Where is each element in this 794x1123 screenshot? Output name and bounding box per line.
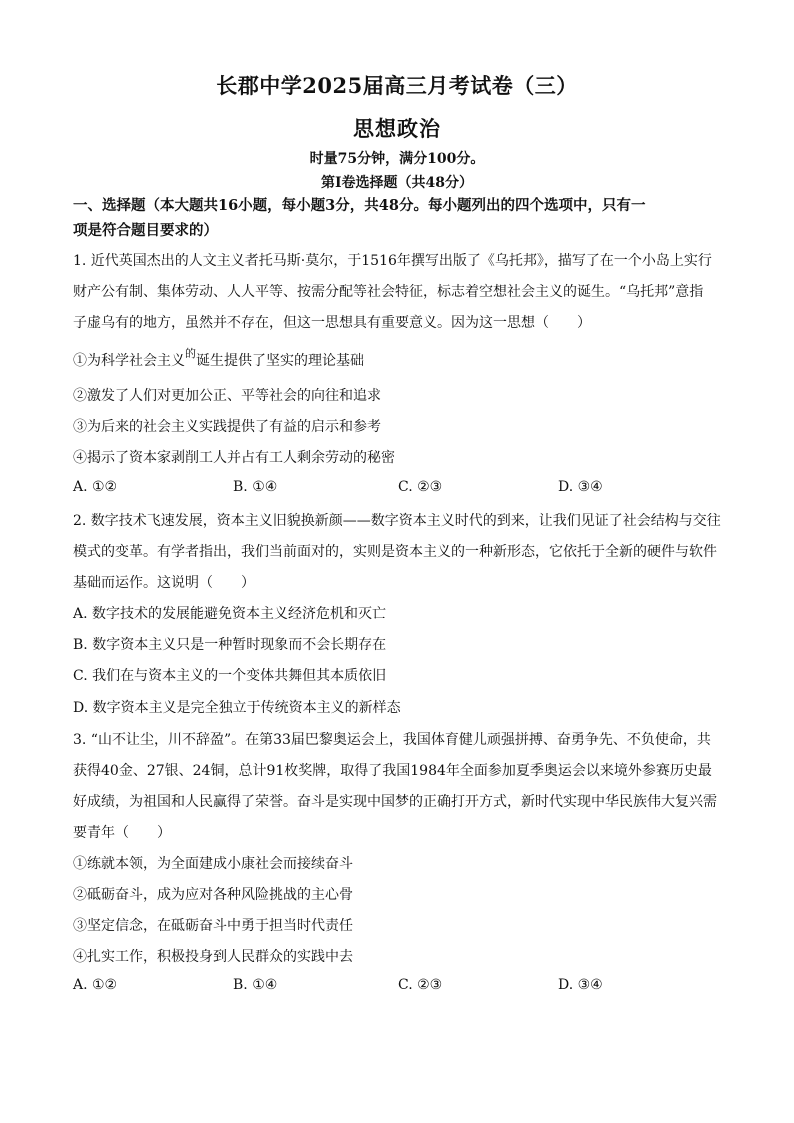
q1-option-c: C. ②③ bbox=[398, 479, 443, 495]
q3-stem-line-2: 获得40金、27银、24铜，总计91枚奖牌，取得了我国1984年全面参加夏季奥运会以来境外参赛历史最 bbox=[73, 763, 712, 779]
q1-statement-3: ③为后来的社会主义实践提供了有益的启示和参考 bbox=[73, 419, 381, 435]
q2-option-b: B. 数字资本主义只是一种暂时现象而不会长期存在 bbox=[73, 637, 387, 653]
q3-stem-line-1: 3. “山不让尘，川不辞盈”。在第33届巴黎奥运会上，我国体育健儿顽强拼搏、奋勇争先、不负使命，共 bbox=[73, 732, 711, 748]
q2-stem-line-1: 2. 数字技术飞速发展，资本主义旧貌换新颜——数字资本主义时代的到来，让我们见证了社会结构与交往 bbox=[73, 513, 721, 529]
q2-stem-line-3: 基础而运作。这说明（ ） bbox=[73, 575, 255, 591]
q3-statement-4: ④扎实工作，积极投身到人民群众的实践中去 bbox=[73, 949, 353, 965]
q3-statement-1: ①练就本领，为全面建成小康社会而接续奋斗 bbox=[73, 856, 353, 872]
part-title: 第Ⅰ卷选择题（共48分） bbox=[320, 175, 474, 191]
q1-statement-1-superscript: 的 bbox=[185, 347, 196, 360]
q2-option-a: A. 数字技术的发展能避免资本主义经济危机和灭亡 bbox=[73, 606, 387, 622]
q1-stem-line-1: 1. 近代英国杰出的人文主义者托马斯·莫尔，于1516年撰写出版了《乌托邦》，描写了在一个小岛上实行 bbox=[73, 253, 712, 269]
q3-statement-2: ②砥砺奋斗，成为应对各种风险挑战的主心骨 bbox=[73, 887, 353, 903]
section-heading-line-2: 项是符合题目要求的） bbox=[73, 222, 218, 239]
q3-option-b: B. ①④ bbox=[233, 977, 278, 993]
exam-title: 长郡中学2025届高三月考试卷（三） bbox=[216, 73, 578, 98]
q1-statement-1-part-b: 诞生提供了坚实的理论基础 bbox=[196, 353, 364, 369]
q1-option-a: A. ①② bbox=[73, 479, 118, 495]
subject-title: 思想政治 bbox=[353, 116, 441, 141]
q2-option-d: D. 数字资本主义是完全独立于传统资本主义的新样态 bbox=[73, 700, 401, 716]
q1-statement-1 bbox=[73, 347, 364, 370]
q2-stem-line-2: 模式的变革。有学者指出，我们当前面对的，实则是资本主义的一种新形态，它依托于全新的硬件与软件 bbox=[73, 544, 717, 560]
q3-option-c: C. ②③ bbox=[398, 977, 443, 993]
q3-statement-3: ③坚定信念，在砥砺奋斗中勇于担当时代责任 bbox=[73, 918, 353, 934]
q3-stem-line-3: 好成绩，为祖国和人民赢得了荣誉。奋斗是实现中国梦的正确打开方式，新时代实现中华民族伟大复兴需 bbox=[73, 794, 717, 810]
q3-option-d: D. ③④ bbox=[558, 977, 603, 993]
q1-stem-line-3: 子虚乌有的地方，虽然并不存在，但这一思想具有重要意义。因为这一思想（ ） bbox=[73, 315, 591, 331]
q2-option-c: C. 我们在与资本主义的一个变体共舞但其本质依旧 bbox=[73, 668, 387, 684]
q1-statement-1-part-a: ①为科学社会主义 bbox=[73, 353, 185, 369]
q1-stem-line-2: 财产公有制、集体劳动、人人平等、按需分配等社会特征，标志着空想社会主义的诞生。“乌托邦”意指 bbox=[73, 284, 704, 300]
section-heading-line-1: 一、选择题（本大题共16小题，每小题3分，共48分。每小题列出的四个选项中，只有一 bbox=[73, 197, 646, 214]
q1-statement-4: ④揭示了资本家剥削工人并占有工人剩余劳动的秘密 bbox=[73, 450, 395, 466]
q1-option-b: B. ①④ bbox=[233, 479, 278, 495]
q1-option-d: D. ③④ bbox=[558, 479, 603, 495]
time-info: 时量75分钟，满分100分。 bbox=[309, 151, 485, 167]
q1-statement-2: ②激发了人们对更加公正、平等社会的向往和追求 bbox=[73, 388, 381, 404]
q3-stem-line-4: 要青年（ ） bbox=[73, 825, 171, 841]
q3-option-a: A. ①② bbox=[73, 977, 118, 993]
